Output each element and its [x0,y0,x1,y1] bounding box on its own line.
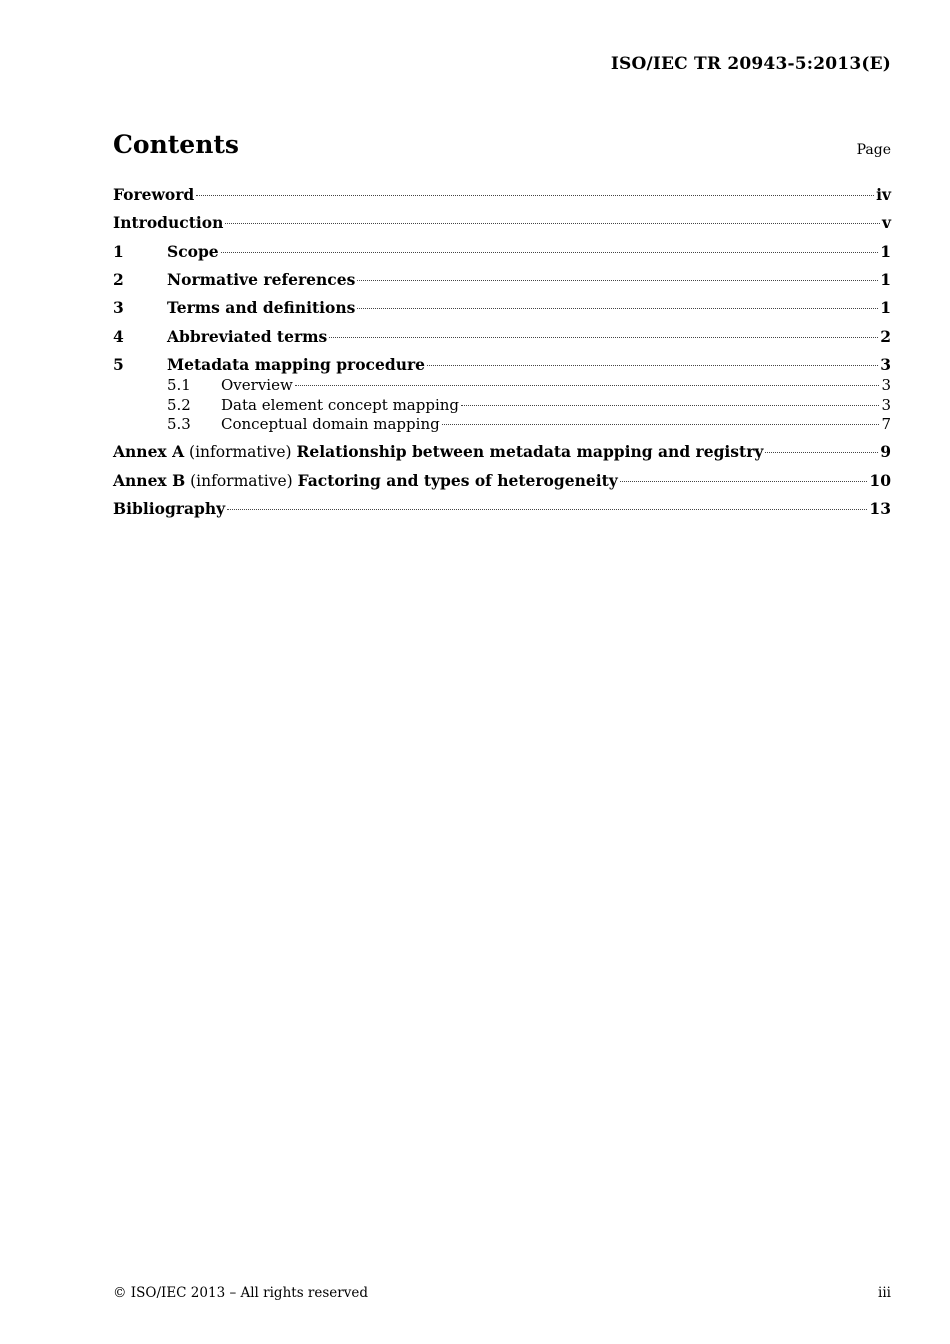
toc-entry-metadata-mapping-procedure[interactable] [113,354,891,376]
dot-leader [357,280,878,281]
toc-entry-text: Data element concept mapping [221,396,460,414]
toc-page-number: 3 [881,376,891,394]
toc-entry-scope[interactable] [113,241,891,263]
toc-page-number: 9 [880,442,891,461]
toc-section-number: 5.3 [167,415,191,433]
toc-entry-text: Metadata mapping procedure [167,355,425,374]
toc-entry-text: Normative references [167,270,356,289]
toc-page-number: v [881,213,891,232]
toc-entry-overview[interactable] [113,374,891,396]
dot-leader [427,365,878,366]
contents-heading-row [113,130,891,166]
toc-entry-normative-references[interactable] [113,269,891,291]
dot-leader [620,481,868,482]
toc-entry-foreword[interactable] [113,184,891,206]
toc-entry-annex-a[interactable] [113,441,891,463]
copyright-footer: © ISO/IEC 2013 – All rights reserved [113,1285,368,1301]
footer-page-number: iii [878,1285,891,1301]
dot-leader [357,308,878,309]
dot-leader [442,424,880,425]
toc-entry-bibliography[interactable] [113,498,891,520]
toc-entry-text: Terms and definitions [167,298,356,317]
toc-section-number: 2 [113,270,124,289]
toc-page-number: 1 [880,270,891,289]
toc-section-number: 5 [113,355,124,374]
annex-qualifier: (informative) [185,472,298,490]
dot-leader [329,337,878,338]
toc-page-number: 3 [880,355,891,374]
toc-entry-text: Conceptual domain mapping [221,415,440,433]
toc-page-number: 2 [880,327,891,346]
toc-page-number: 10 [869,471,891,490]
toc-page-number: 1 [880,298,891,317]
annex-qualifier: (informative) [184,443,297,461]
toc-entry-text: Foreword [113,185,195,204]
toc-entry-text: Bibliography [113,499,226,518]
toc-page-number: 7 [881,415,891,433]
dot-leader [295,385,880,386]
dot-leader [461,405,879,406]
dot-leader [196,195,874,196]
dot-leader [225,223,880,224]
annex-label: Annex B [113,471,186,490]
toc-entry-text: Introduction [113,213,224,232]
toc-section-number: 4 [113,327,124,346]
toc-page-number: 3 [881,396,891,414]
toc-section-number: 1 [113,242,124,261]
toc-page-number: iv [876,185,891,204]
page-column-label: Page [856,142,891,158]
toc-entry-abbreviated-terms[interactable] [113,326,891,348]
toc-section-number: 5.1 [167,376,191,394]
toc-entry-text: Relationship between metadata mapping and registry [296,442,764,461]
contents-title: Contents [113,130,240,159]
toc-entry-introduction[interactable] [113,212,891,234]
toc-page-number: 13 [869,499,891,518]
toc-page-number: 1 [880,242,891,261]
toc-entry-text: Abbreviated terms [167,327,328,346]
toc-entry-annex-b[interactable] [113,470,891,492]
toc-entry-text: Factoring and types of heterogeneity [297,471,618,490]
dot-leader [227,509,867,510]
toc-entry-text: Overview [221,376,293,394]
document-id-header: ISO/IEC TR 20943-5:2013(E) [610,54,891,74]
toc-section-number: 5.2 [167,396,191,414]
toc-entry-text: Scope [167,242,219,261]
dot-leader [221,252,879,253]
toc-section-number: 3 [113,298,124,317]
dot-leader [765,452,878,453]
annex-label: Annex A [113,442,185,461]
toc-entry-conceptual-domain-mapping[interactable] [113,413,891,435]
toc-entry-terms-and-definitions[interactable] [113,297,891,319]
